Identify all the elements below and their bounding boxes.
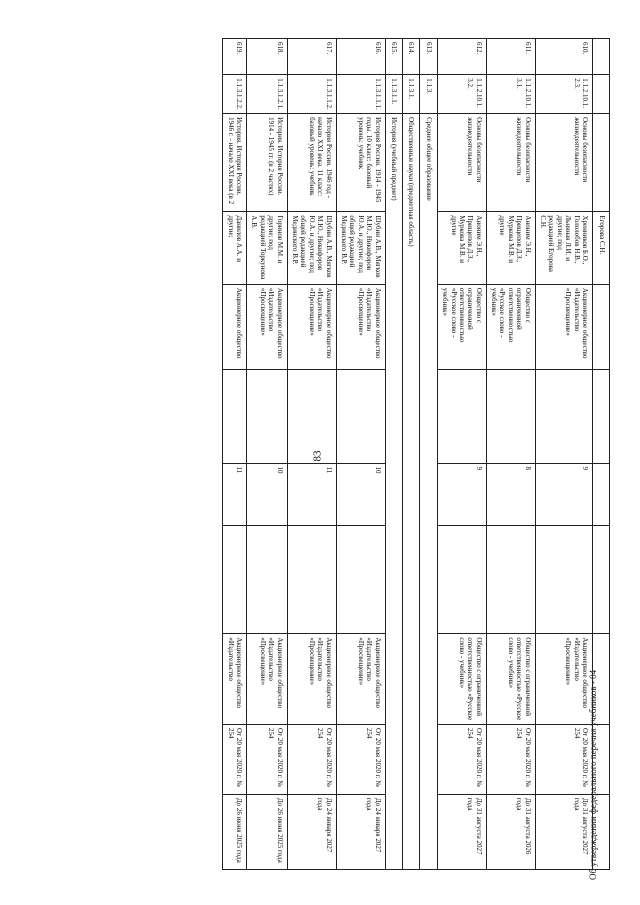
empty-cell — [535, 370, 592, 463]
empty-cell — [223, 525, 247, 634]
order-date: От 20 мая 2020 г. № 254 — [336, 724, 385, 794]
textbook-authors: Хренников Б.О., Гололобов Н.В., Льняная Л.И. и другие; под редакцией Егорова С.Н. — [535, 212, 592, 284]
order-date: От 20 мая 2020 г. № 254 — [287, 724, 336, 794]
row-code: 1.1.3.1.2.1. — [247, 75, 288, 114]
row-code: 1.1.2.10.1.2.3. — [535, 75, 592, 114]
order-date: От 20 мая 2020 г. № 254 — [437, 724, 486, 794]
table-row — [486, 39, 535, 870]
valid-until: До 31 августа 2027 года — [535, 794, 592, 869]
order-date: От 20 мая 2020 г. № 254 — [247, 724, 288, 794]
empty-cell — [336, 370, 385, 463]
valid-until: До 24 января 2027 года — [287, 794, 336, 869]
empty-cell — [336, 525, 385, 634]
grade: 8 — [486, 463, 535, 525]
grade: 11 — [223, 463, 247, 525]
row-code: 1.1.3.1.1. — [385, 75, 402, 114]
textbook-authors: Шубин А.В., Мягков М.Ю., Никифоров Ю.А. и другие; под общей редакцией Мединского В.Р. — [336, 212, 385, 284]
textbook-title: Основы безопасности жизнедеятельности — [535, 114, 592, 212]
table-row — [287, 39, 336, 870]
table-row — [247, 39, 288, 870]
empty-cell — [247, 525, 288, 634]
document-footer: Об утверждении федерального перечня учебников - 04 — [588, 669, 598, 880]
order-date: От 20 мая 2020 г. № 254 — [535, 724, 592, 794]
table-row — [535, 39, 592, 870]
row-number: 610. — [535, 39, 592, 75]
grade: 9 — [535, 463, 592, 525]
order-date: От 20 мая 2020 г. № 254 — [223, 724, 247, 794]
textbook-authors: Данилов А.А. и другие; — [223, 212, 247, 284]
legal-entity: Акционерное общество «Издательство «Просвещение» — [247, 634, 288, 725]
grade: 10 — [247, 463, 288, 525]
grade: 9 — [437, 463, 486, 525]
valid-until: До 31 августа 2026 года — [486, 794, 535, 869]
empty-cell — [287, 370, 336, 463]
empty-cell — [247, 370, 288, 463]
row-number: 618. — [247, 39, 288, 75]
table-row — [336, 39, 385, 870]
empty-cell — [535, 525, 592, 634]
section-title: История (учебный предмет) — [385, 114, 402, 870]
textbook-publisher: Акционерное общество «Издательство «Просвещение» — [287, 284, 336, 369]
section-row — [385, 39, 402, 870]
textbook-authors: Шубин А.В., Мягков М.Ю., Никифоров Ю.А. и другие; под общей редакцией Мединского В.Р. — [287, 212, 336, 284]
textbook-authors: Горинов М.М. и другие; под редакцией Торкунова А.В. — [247, 212, 288, 284]
rotated-page — [60, 38, 610, 870]
row-number: 616. — [336, 39, 385, 75]
section-row — [402, 39, 419, 870]
valid-until: До 26 июня 2025 года — [247, 794, 288, 869]
row-code: 1.1.3.1. — [402, 75, 419, 114]
legal-entity: Акционерное общество «Издательство «Просвещение» — [287, 634, 336, 725]
textbook-title: История. История России. 1946 г. - начало XXI века (в 2 — [223, 114, 247, 212]
textbook-authors: Аноним Э.Н., Прищепов Д.З., Муркова М.В. и другие — [486, 212, 535, 284]
textbook-authors: Аноним Э.Н., Прищепов Д.З., Муркова М.В. и другие — [437, 212, 486, 284]
legal-entity: Общество с ограниченной ответственностью «Русское слово - учебник» — [486, 634, 535, 725]
textbook-title: История. История России. 1914 - 1945 гг. (в 2 частях) — [247, 114, 288, 212]
section-title: Общественные науки (предметная область) — [402, 114, 419, 870]
valid-until: До 24 января 2027 года — [336, 794, 385, 869]
legal-entity: Акционерное общество «Издательство «Просвещение» — [336, 634, 385, 725]
grade: 10 — [336, 463, 385, 525]
row-number: 613. — [420, 39, 437, 75]
page-number: 83 — [311, 450, 324, 462]
textbook-publisher: Акционерное общество «Издательство «Просвещение» — [336, 284, 385, 369]
row-number: 615. — [385, 39, 402, 75]
table-row — [223, 39, 247, 870]
legal-entity: Акционерное общество «Издательство — [223, 634, 247, 725]
valid-until: До 26 июня 2025 года — [223, 794, 247, 869]
row-code: 1.1.3.1.1.1. — [336, 75, 385, 114]
legal-entity: Акционерное общество «Издательство «Просвещение» — [535, 634, 592, 725]
textbook-table — [222, 38, 610, 870]
empty-cell — [223, 370, 247, 463]
row-number: 611. — [486, 39, 535, 75]
textbook-title: История России. 1946 год - начало XXI века. 11 класс: базовый уровень: учебник — [287, 114, 336, 212]
row-code: 1.1.3.1.2.2. — [223, 75, 247, 114]
empty-cell — [287, 525, 336, 634]
empty-cell — [486, 525, 535, 634]
valid-until: До 31 августа 2027 года — [437, 794, 486, 869]
textbook-publisher: Акционерное общество — [223, 284, 247, 369]
row-number: 617. — [287, 39, 336, 75]
row-code: 1.1.3. — [420, 75, 437, 114]
empty-cell — [486, 370, 535, 463]
legal-entity: Общество с ограниченной ответственностью «Русское слово - учебник» — [437, 634, 486, 725]
table-row — [437, 39, 486, 870]
section-row — [420, 39, 437, 870]
section-title: Среднее общее образование — [420, 114, 437, 870]
textbook-title: Основы безопасности жизнедеятельности — [486, 114, 535, 212]
textbook-publisher: Акционерное общество «Издательство «Просвещение» — [535, 284, 592, 369]
textbook-publisher: Общество с ограниченной ответственностью «Русское слово - учебник» — [437, 284, 486, 369]
textbook-title: Основы безопасности жизнедеятельности — [437, 114, 486, 212]
row-code: 1.1.2.10.1.3.2. — [437, 75, 486, 114]
textbook-publisher: Акционерное общество «Издательство «Просвещение» — [247, 284, 288, 369]
textbook-publisher: Общество с ограниченной ответственностью «Русское слово - учебник» — [486, 284, 535, 369]
row-number: 614. — [402, 39, 419, 75]
grade: 11 — [287, 463, 336, 525]
continuation-author: Егорова С.Н. — [593, 212, 610, 284]
row-code: 1.1.2.10.1.3.1. — [486, 75, 535, 114]
row-code: 1.1.3.1.1.2. — [287, 75, 336, 114]
row-number: 619. — [223, 39, 247, 75]
empty-cell — [437, 525, 486, 634]
row-number: 612. — [437, 39, 486, 75]
empty-cell — [437, 370, 486, 463]
textbook-title: История России. 1914 - 1945 годы. 10 класс: базовый уровень: учебник — [336, 114, 385, 212]
continuation-row — [593, 39, 610, 870]
order-date: От 20 мая 2020 г. № 254 — [486, 724, 535, 794]
